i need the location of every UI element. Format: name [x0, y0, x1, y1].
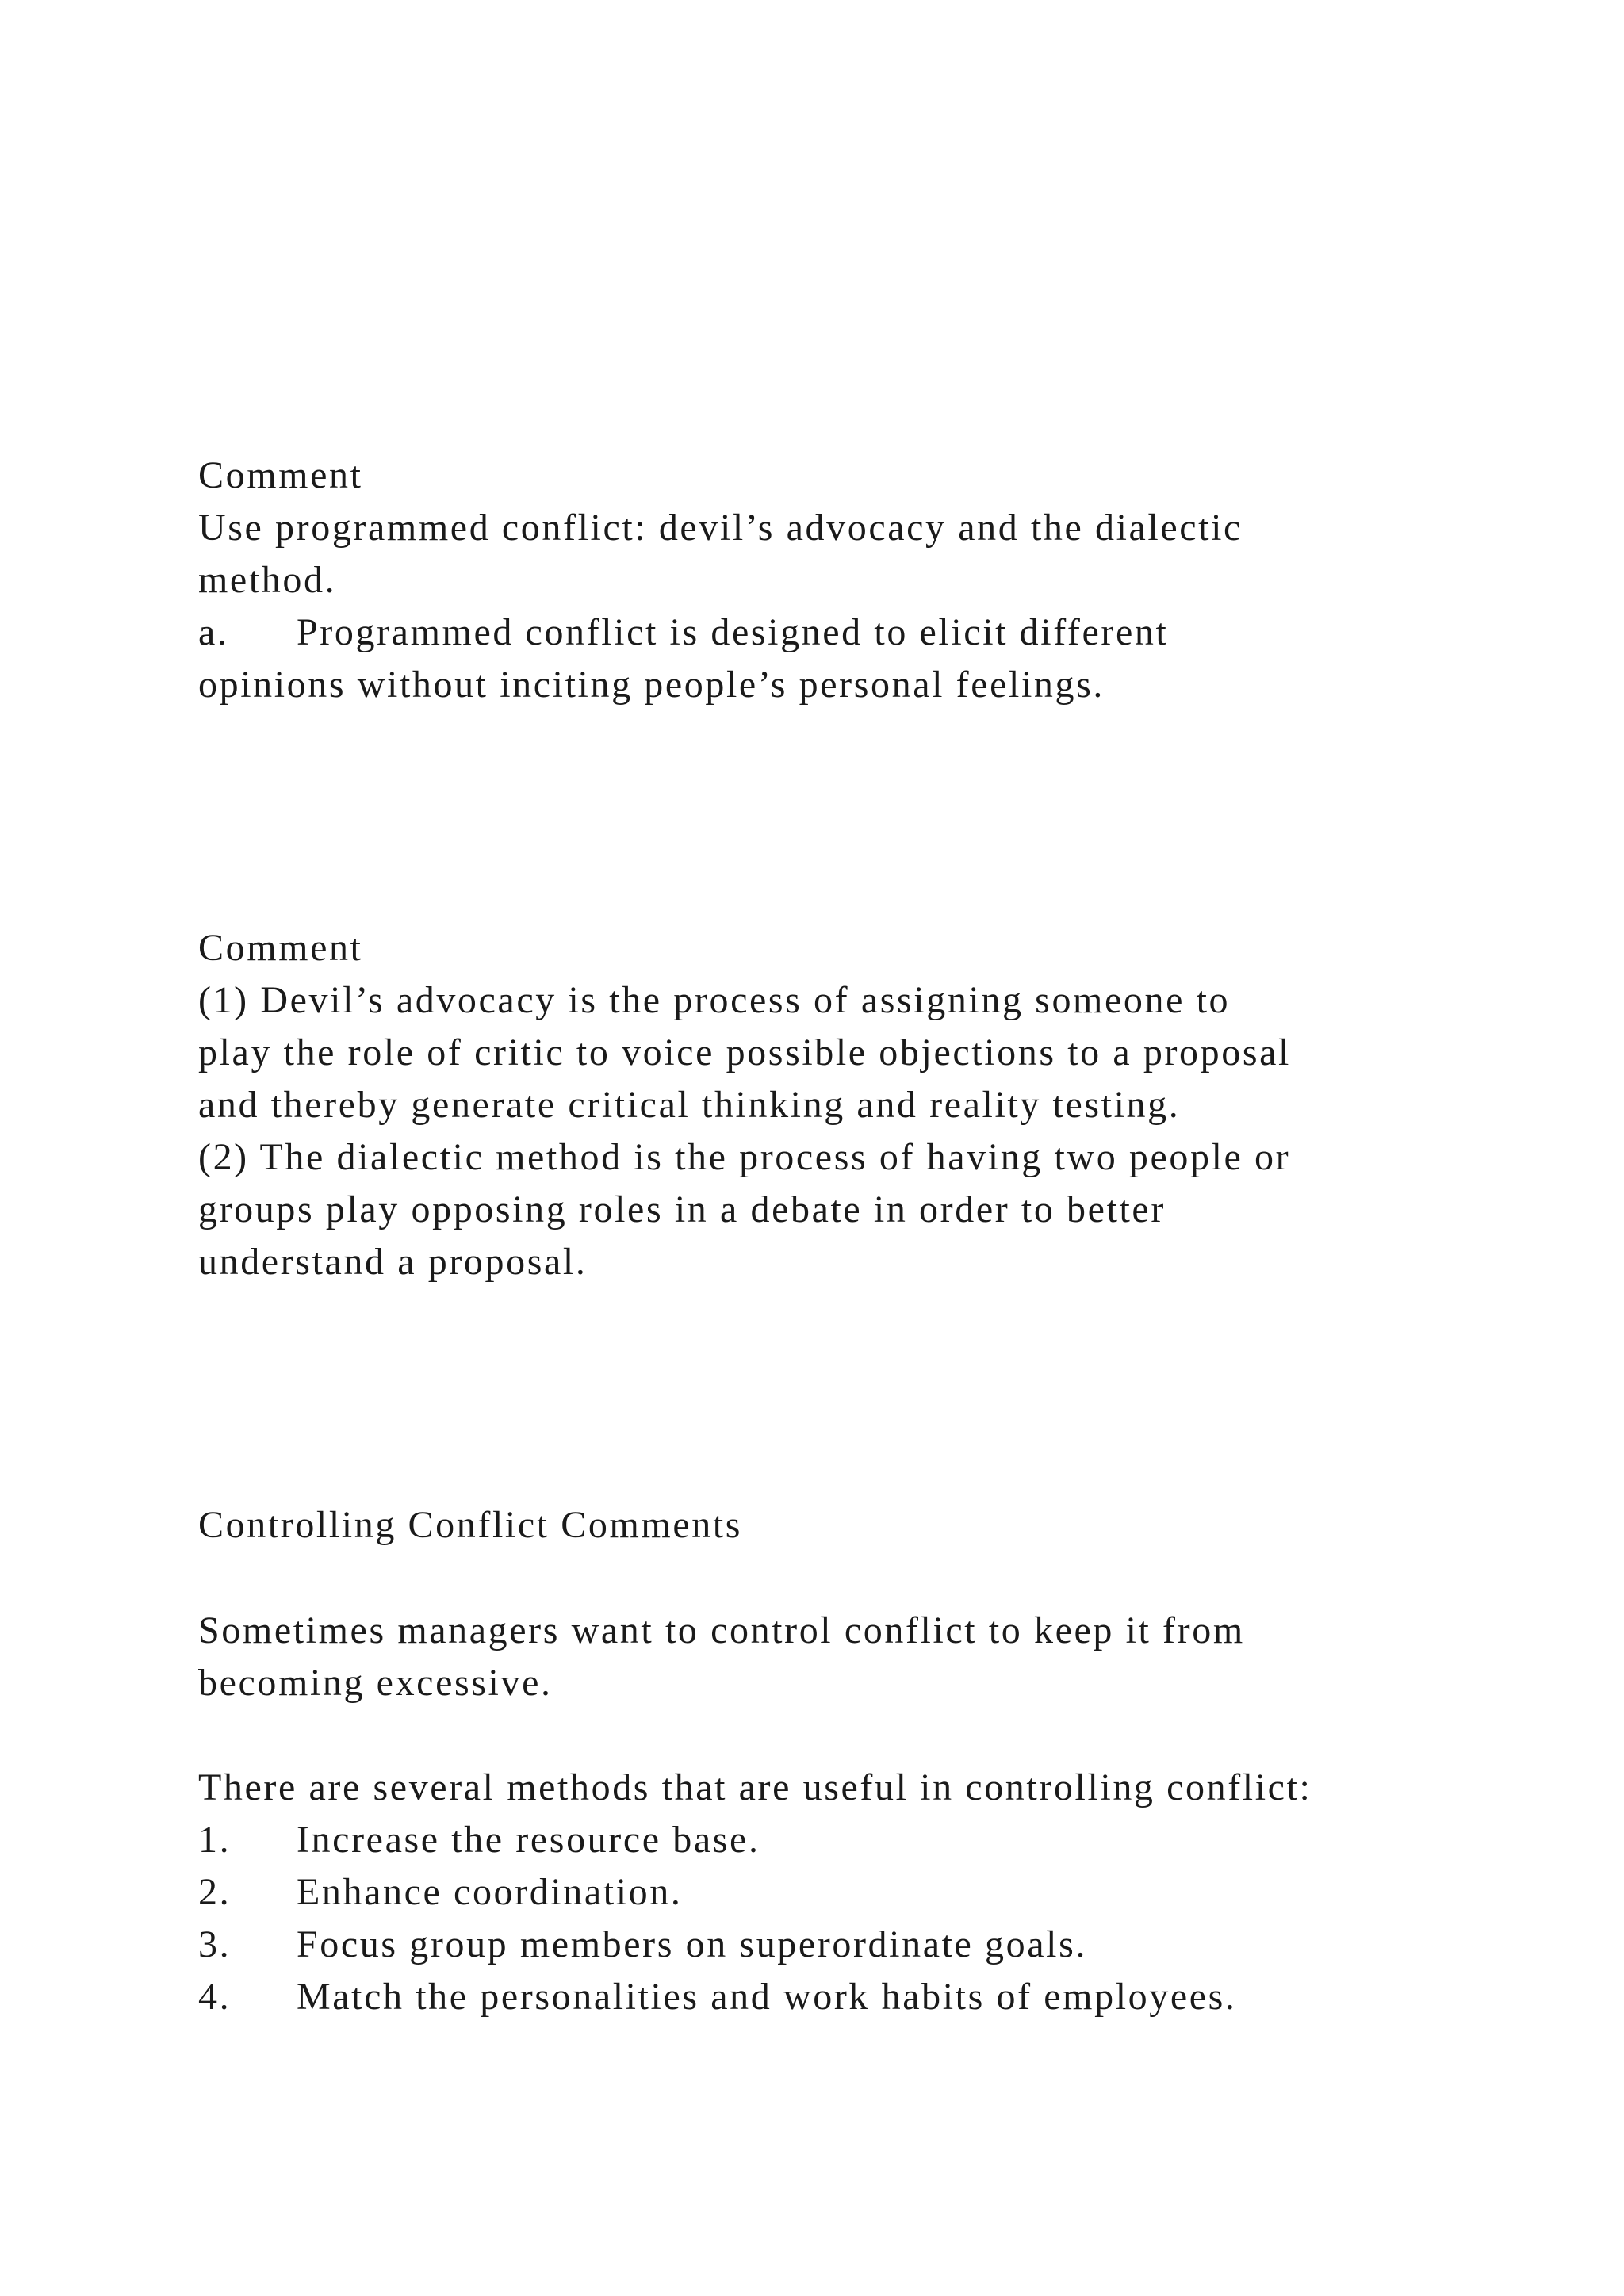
list-item: [198, 1866, 682, 1919]
list-marker: 2.: [198, 1871, 232, 1913]
list-item: [198, 1814, 760, 1866]
body-line: play the role of critic to voice possible objections to a proposal: [198, 1031, 1291, 1073]
list-item: [198, 1971, 1237, 2023]
body-line: Sometimes managers want to control conflict to keep it from: [198, 1609, 1245, 1651]
list-item: [198, 1919, 1087, 1971]
body-line: (2) The dialectic method is the process of having two people or: [198, 1136, 1291, 1178]
body-line: becoming excessive.: [198, 1662, 553, 1704]
body-line: There are several methods that are useful in controlling conflict:: [198, 1766, 1312, 1808]
list-item-text: Increase the resource base.: [297, 1819, 760, 1861]
body-line: Use programmed conflict: devil’s advocacy and the dialectic: [198, 507, 1243, 549]
list-item-text: Focus group members on superordinate goals.: [297, 1923, 1087, 1965]
list-marker: 1.: [198, 1819, 232, 1861]
body-line: opinions without inciting people’s personal feelings.: [198, 664, 1105, 706]
comment-heading-1: Comment: [198, 454, 363, 496]
body-line: method.: [198, 559, 337, 601]
body-line: understand a proposal.: [198, 1241, 588, 1283]
body-line: (1) Devil’s advocacy is the process of assigning someone to: [198, 979, 1231, 1021]
list-item-text: Programmed conflict is designed to elicit different: [297, 611, 1169, 653]
list-item-text: Enhance coordination.: [297, 1871, 683, 1913]
list-marker: 3.: [198, 1923, 232, 1965]
list-item-a: [198, 607, 1168, 659]
section-heading: Controlling Conflict Comments: [198, 1504, 743, 1546]
body-line: and thereby generate critical thinking and reality testing.: [198, 1084, 1181, 1126]
body-line: groups play opposing roles in a debate in order to better: [198, 1188, 1166, 1230]
list-marker: a.: [198, 611, 229, 653]
comment-heading-2: Comment: [198, 927, 363, 969]
list-marker: 4.: [198, 1976, 232, 2018]
list-item-text: Match the personalities and work habits of employees.: [297, 1976, 1237, 2018]
